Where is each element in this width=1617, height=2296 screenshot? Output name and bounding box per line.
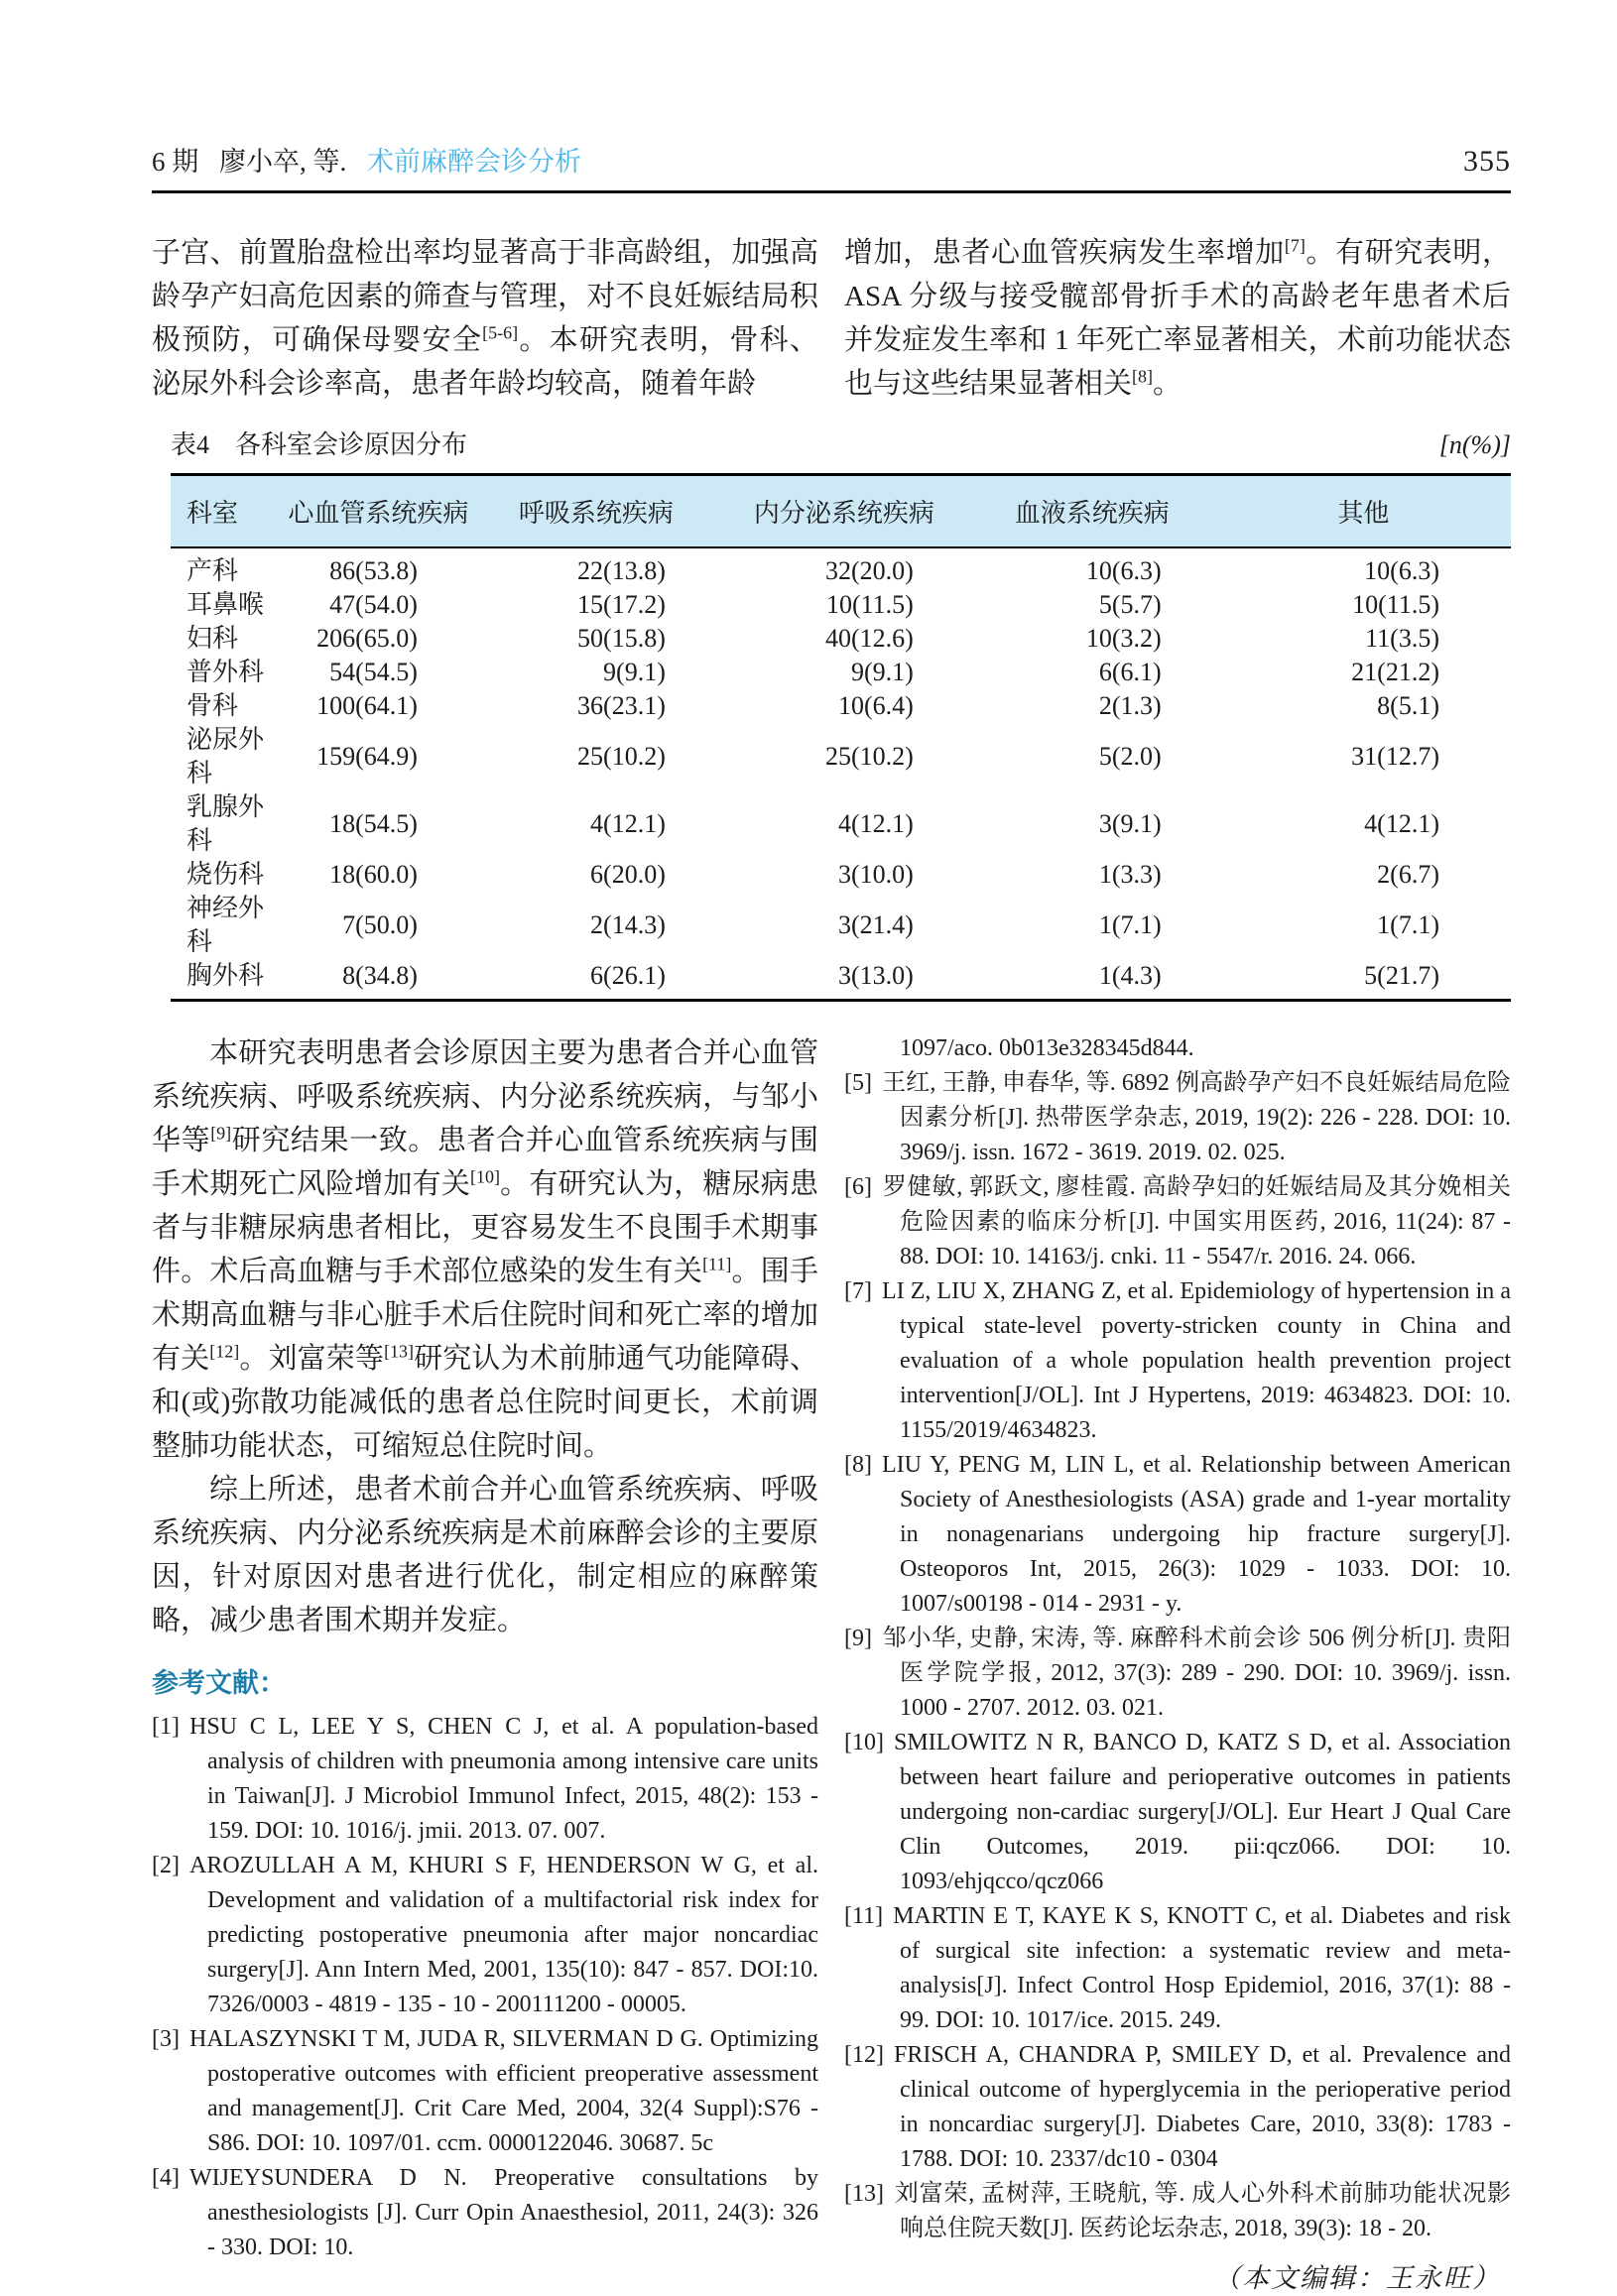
reference-text: 王红, 王静, 申春华, 等. 6892 例高龄孕产妇不良妊娠结局危险因素分析[J]. 热带医学杂志, 2019, 19(2): 226 - 228. DOI: 10. 3969/j. issn. 1672 - 3619. 2019. 02. 025. <box>881 1070 1511 1165</box>
department-cell: 泌尿外科 <box>187 725 265 787</box>
value-cell: 10(6.3) <box>1364 556 1439 585</box>
value-cell: 5(5.7) <box>1098 590 1162 619</box>
value-cell: 8(5.1) <box>1377 691 1439 720</box>
table-header-row <box>171 475 1511 548</box>
value-cell: 3(10.0) <box>837 860 914 889</box>
value-cell: 2(14.3) <box>590 910 666 939</box>
value-cell: 7(50.0) <box>342 910 418 939</box>
value-cell: 6(26.1) <box>590 961 666 990</box>
column-header: 其他 <box>1216 475 1511 548</box>
value-cell: 18(54.5) <box>329 809 418 838</box>
reference-number: [12] <box>844 2042 884 2068</box>
value-cell: 206(65.0) <box>316 624 418 653</box>
column-header: 血液系统疾病 <box>968 475 1216 548</box>
value-cell: 159(64.9) <box>316 742 418 771</box>
reference-text: AROZULLAH A M, KHURI S F, HENDERSON W G, et al. Development and validation of a multifactorial risk index for predicting postoperative pneumonia after major noncardiac surgery[J]. Ann Intern Med, 2001, 135(10): 847 - 857. DOI:10. 7326/0003 - 4819 - 135 - 10 - 200111200 - 00005. <box>188 1853 818 2017</box>
value-cell: 5(2.0) <box>1098 742 1162 771</box>
left-column <box>152 1031 818 2296</box>
department-cell: 胸外科 <box>187 961 265 990</box>
reference-text: HSU C L, LEE Y S, CHEN C J, et al. A population-based analysis of children with pneumonia among intensive care units in Taiwan[J]. J Microbiol Immunol Infect, 2015, 48(2): 153 - 159. DOI: 10. 1016/j. jmii. 2013. 07. 007. <box>188 1714 818 1844</box>
value-cell: 50(15.8) <box>577 624 666 653</box>
table-row <box>171 959 1511 1001</box>
reference-text: MARTIN E T, KAYE K S, KNOTT C, et al. Diabetes and risk of surgical site infection: a systematic review and meta-analysis[J]. Infect Control Hosp Epidemiol, 2016, 37(1): 88 - 99. DOI: 10. 1017/ice. 2015. 249. <box>893 1903 1511 2033</box>
reference-item <box>844 1066 1511 1170</box>
value-cell: 10(3.2) <box>1085 624 1162 653</box>
reference-text: 刘富荣, 孟树萍, 王晓航, 等. 成人心外科术前肺功能状况影响总住院天数[J]. 医药论坛杂志, 2018, 39(3): 18 - 20. <box>893 2181 1511 2241</box>
column-header: 科室 <box>171 475 285 548</box>
value-cell: 2(1.3) <box>1098 691 1162 720</box>
reference-number: [10] <box>844 1730 884 1755</box>
department-cell: 妇科 <box>187 624 239 653</box>
reference-text: SMILOWITZ N R, BANCO D, KATZ S D, et al. Association between heart failure and perioperative outcomes in patients undergoing non-cardiac surgery[J/OL]. Eur Heart J Qual Care Clin Outcomes, 2019. pii:qcz066. DOI: 10. 1093/ehjqcco/qcz066 <box>893 1730 1511 1894</box>
table-row <box>171 622 1511 656</box>
discussion-paragraph-2: 综上所述，患者术前合并心血管系统疾病、呼吸系统疾病、内分泌系统疾病是术前麻醉会诊的主要原因，针对原因对患者进行优化，制定相应的麻醉策略，减少患者围术期并发症。 <box>152 1474 818 1636</box>
value-cell: 18(60.0) <box>329 860 418 889</box>
reference-item <box>844 1274 1511 1448</box>
right-column <box>844 1031 1511 2296</box>
intro-right-column: 增加，患者心血管疾病发生率增加[7]。有研究表明，ASA 分级与接受髋部骨折手术的高龄老年患者术后并发症发生率和 1 年死亡率显著相关，术前功能状态也与这些结果显著相关[8]。 <box>844 235 1511 400</box>
reference-continuation: 1097/aco. 0b013e328345d844. <box>900 1035 1194 1061</box>
value-cell: 86(53.8) <box>329 556 418 585</box>
value-cell: 3(13.0) <box>837 961 914 990</box>
value-cell: 10(6.4) <box>837 691 914 720</box>
value-cell: 25(10.2) <box>824 742 914 771</box>
value-cell: 36(23.1) <box>577 691 666 720</box>
department-cell: 神经外科 <box>187 894 265 956</box>
reference-number: [3] <box>152 2026 180 2052</box>
reference-number: [2] <box>152 1853 180 1878</box>
running-header-left <box>152 147 595 177</box>
table-caption-row <box>171 429 1511 461</box>
department-cell: 骨科 <box>187 691 239 720</box>
table-row <box>171 723 1511 790</box>
reference-number: [1] <box>152 1714 180 1740</box>
value-cell: 54(54.5) <box>329 658 418 686</box>
value-cell: 1(7.1) <box>1098 910 1162 939</box>
column-header: 内分泌系统疾病 <box>720 475 968 548</box>
reference-item <box>152 2161 818 2265</box>
value-cell: 6(20.0) <box>590 860 666 889</box>
table-unit-label: [n(%)] <box>1438 430 1511 459</box>
value-cell: 5(21.7) <box>1364 961 1439 990</box>
value-cell: 1(7.1) <box>1377 910 1439 939</box>
column-header: 心血管系统疾病 <box>285 475 472 548</box>
reference-number: [7] <box>844 1278 872 1304</box>
value-cell: 40(12.6) <box>824 624 914 653</box>
table-row <box>171 689 1511 723</box>
reference-text: LIU Y, PENG M, LIN L, et al. Relationship between American Society of Anesthesiologists (ASA) grade and 1-year mortality in nonagenarians undergoing hip fracture surgery[J]. Osteoporos Int, 2015, 26(3): 1029 - 1033. DOI: 10. 1007/s00198 - 014 - 2931 - y. <box>881 1452 1511 1617</box>
table-row <box>171 656 1511 689</box>
reference-number: [8] <box>844 1452 872 1478</box>
reference-item <box>152 2022 818 2161</box>
value-cell: 15(17.2) <box>577 590 666 619</box>
references-left-list <box>152 1710 818 2265</box>
issue-label: 6 期 <box>152 147 199 177</box>
value-cell: 4(12.1) <box>837 809 914 838</box>
reference-number: [9] <box>844 1626 872 1651</box>
value-cell: 9(9.1) <box>603 658 666 686</box>
page-number: 355 <box>1463 145 1511 178</box>
authors-label: 廖小卒, 等. <box>219 147 347 177</box>
reference-number: [11] <box>844 1903 884 1929</box>
column-header: 呼吸系统疾病 <box>472 475 720 548</box>
intro-left-column: 子宫、前置胎盘检出率均显著高于非高龄组，加强高龄孕产妇高危因素的筛查与管理，对不良妊娠结局积极预防，可确保母婴安全[5-6]。本研究表明，骨科、泌尿外科会诊率高，患者年龄均较高，随着年龄 <box>152 237 818 400</box>
value-cell: 10(11.5) <box>1352 590 1439 619</box>
table-row <box>171 892 1511 959</box>
running-header <box>152 147 1511 193</box>
reference-number: [6] <box>844 1174 872 1200</box>
reference-text: LI Z, LIU X, ZHANG Z, et al. Epidemiology of hypertension in a typical state-level poverty-stricken county in China and evaluation of a whole population health prevention project intervention[J/OL]. Int J Hypertens, 2019: 4634823. DOI: 10. 1155/2019/4634823. <box>881 1278 1511 1443</box>
value-cell: 31(12.7) <box>1351 742 1439 771</box>
value-cell: 1(3.3) <box>1098 860 1162 889</box>
value-cell: 4(12.1) <box>1364 809 1439 838</box>
value-cell: 2(6.7) <box>1377 860 1439 889</box>
table-row <box>171 547 1511 588</box>
reference-item <box>152 1710 818 1849</box>
department-cell: 耳鼻喉 <box>187 590 265 619</box>
department-cell: 乳腺外科 <box>187 792 265 855</box>
table-body <box>171 547 1511 1001</box>
reference-item <box>844 1726 1511 1899</box>
value-cell: 6(6.1) <box>1098 658 1162 686</box>
value-cell: 32(20.0) <box>824 556 914 585</box>
references-right-list <box>844 1066 1511 2246</box>
reference-text: WIJEYSUNDERA D N. Preoperative consultations by anesthesiologists [J]. Curr Opin Anaesthesiol, 2011, 24(3): 326 - 330. DOI: 10. <box>188 2165 818 2260</box>
department-cell: 产科 <box>187 556 239 585</box>
value-cell: 21(21.2) <box>1351 658 1439 686</box>
reference-item <box>844 1899 1511 2038</box>
reference-text: 邹小华, 史静, 宋涛, 等. 麻醉科术前会诊 506 例分析[J]. 贵阳医学院学报, 2012, 37(3): 289 - 290. DOI: 10. 3969/j. issn. 1000 - 2707. 2012. 03. 021. <box>881 1626 1511 1721</box>
value-cell: 11(3.5) <box>1365 624 1439 653</box>
reference-item <box>844 2177 1511 2246</box>
table-row <box>171 790 1511 858</box>
value-cell: 8(34.8) <box>342 961 418 990</box>
value-cell: 3(9.1) <box>1098 809 1162 838</box>
reference-item <box>844 1170 1511 1274</box>
department-cell: 普外科 <box>187 658 265 686</box>
reference-text: HALASZYNSKI T M, JUDA R, SILVERMAN D G. Optimizing postoperative outcomes with efficient preoperative assessment and management[J]. Crit Care Med, 2004, 32(4 Suppl):S76 - S86. DOI: 10. 1097/01. ccm. 0000122046. 30687. 5c <box>188 2026 818 2156</box>
value-cell: 1(4.3) <box>1098 961 1162 990</box>
reference-item <box>844 1448 1511 1622</box>
reference-number: [5] <box>844 1070 872 1096</box>
reference-number: [4] <box>152 2165 180 2191</box>
value-cell: 100(64.1) <box>316 691 418 720</box>
table-row <box>171 588 1511 622</box>
reference-number: [13] <box>844 2181 884 2207</box>
reference-item <box>844 1622 1511 1726</box>
reference-item <box>844 2038 1511 2177</box>
intro-section <box>152 231 1511 406</box>
table-row <box>171 858 1511 892</box>
table4-block <box>152 429 1511 1002</box>
consultation-reason-table <box>171 473 1511 1002</box>
table-caption: 表4 各科室会诊原因分布 <box>171 430 468 459</box>
editor-note: （本文编辑：王永旺） <box>1213 2263 1501 2293</box>
value-cell: 3(21.4) <box>837 910 914 939</box>
department-cell: 烧伤科 <box>187 860 265 889</box>
article-title: 术前麻醉会诊分析 <box>367 147 581 177</box>
value-cell: 10(11.5) <box>825 590 914 619</box>
reference-item <box>152 1849 818 2022</box>
value-cell: 25(10.2) <box>577 742 666 771</box>
value-cell: 22(13.8) <box>577 556 666 585</box>
value-cell: 47(54.0) <box>329 590 418 619</box>
discussion-paragraph-1: 本研究表明患者会诊原因主要为患者合并心血管系统疾病、呼吸系统疾病、内分泌系统疾病，与邹小华等[9]研究结果一致。患者合并心血管系统疾病与围手术期死亡风险增加有关[10]。有研究认为，糖尿病患者与非糖尿病患者相比，更容易发生不良围手术期事件。术后高血糖与手术部位感染的发生有关[11]。围手术期高血糖与非心脏手术后住院时间和死亡率的增加有关[12]。刘富荣等[13]研究认为术前肺通气功能障碍、和(或)弥散功能减低的患者总住院时间更长，术前调整肺功能状态，可缩短总住院时间。 <box>152 1037 818 1462</box>
value-cell: 4(12.1) <box>590 809 666 838</box>
reference-text: FRISCH A, CHANDRA P, SMILEY D, et al. Prevalence and clinical outcome of hyperglycemia in the perioperative period in noncardiac surgery[J]. Diabetes Care, 2010, 33(8): 1783 - 1788. DOI: 10. 2337/dc10 - 0304 <box>893 2042 1511 2172</box>
value-cell: 9(9.1) <box>850 658 914 686</box>
value-cell: 10(6.3) <box>1085 556 1162 585</box>
body-section <box>152 1031 1511 2296</box>
reference-text: 罗健敏, 郭跃文, 廖桂霞. 高龄孕妇的妊娠结局及其分娩相关危险因素的临床分析[J]. 中国实用医药, 2016, 11(24): 87 - 88. DOI: 10. 14163/j. cnki. 11 - 5547/r. 2016. 24. 066. <box>881 1174 1511 1269</box>
references-heading: 参考文献： <box>152 1668 286 1698</box>
